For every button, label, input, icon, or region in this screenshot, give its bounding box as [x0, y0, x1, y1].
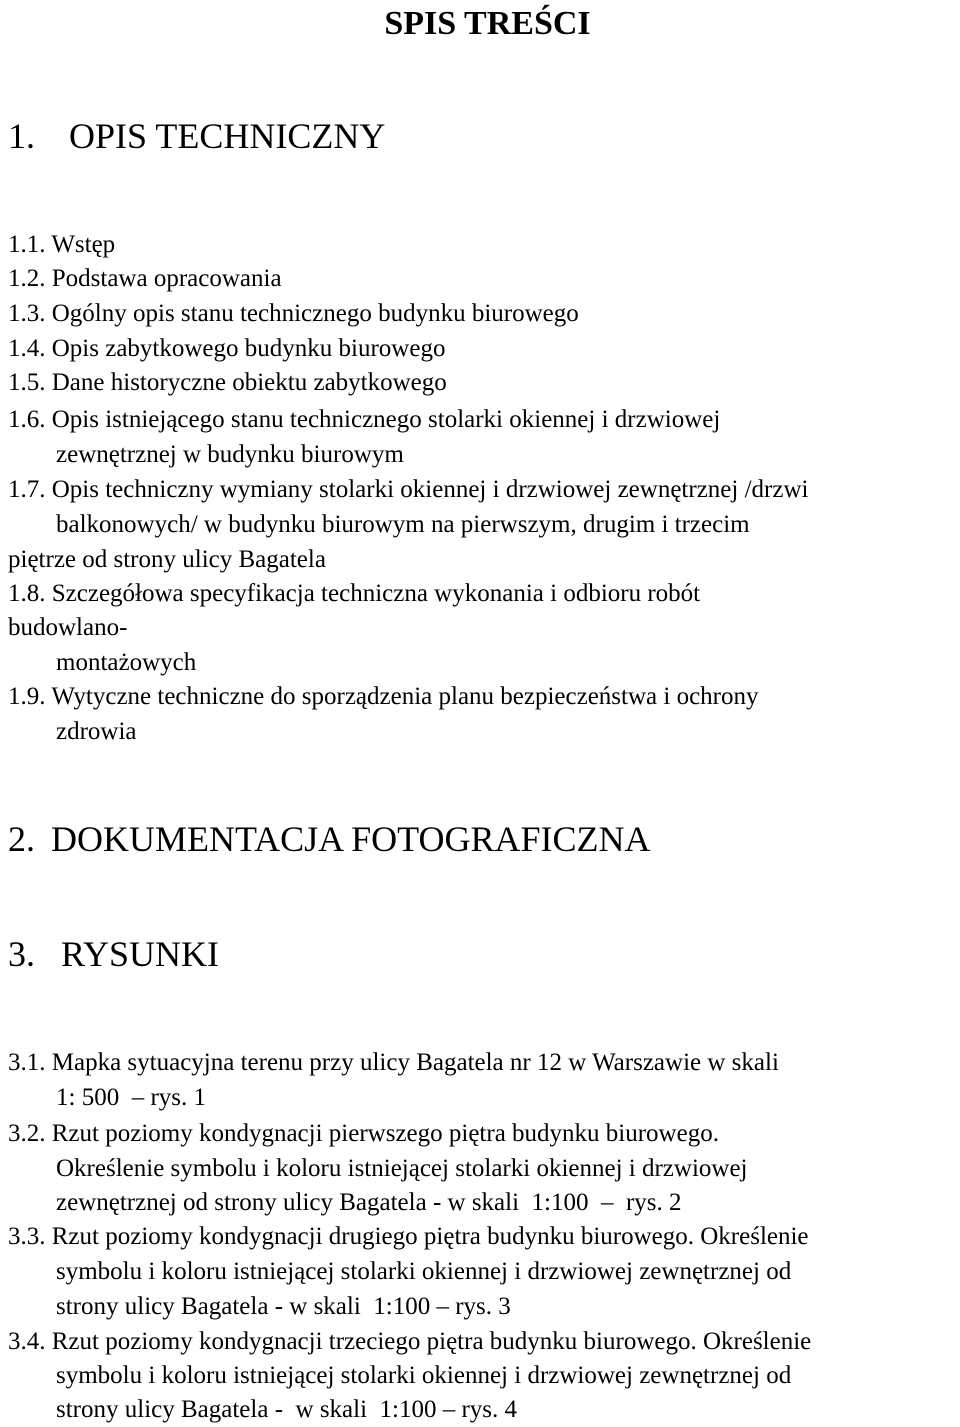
section-number: 2.: [8, 819, 35, 859]
section-title: RYSUNKI: [61, 934, 220, 974]
item-text-continuation: zewnętrznej od strony ulicy Bagatela - w skali 1:100 – rys. 2: [56, 1189, 682, 1216]
item-number: 1.1.: [8, 231, 46, 258]
toc-item: [8, 1325, 811, 1359]
item-number: 3.2.: [8, 1120, 46, 1147]
item-number: 1.3.: [8, 300, 46, 327]
toc-item: [8, 403, 720, 437]
section-title: OPIS TECHNICZNY: [69, 116, 386, 156]
item-text-continuation: montażowych: [56, 649, 197, 676]
section-title: DOKUMENTACJA FOTOGRAFICZNA: [51, 819, 651, 859]
item-text: Wstęp: [51, 231, 116, 258]
item-text: Mapka sytuacyjna terenu przy ulicy Bagatela nr 12 w Warszawie w skali: [51, 1049, 779, 1076]
item-text: Szczegółowa specyfikacja techniczna wykonania i odbioru robót: [51, 580, 701, 607]
item-text: Wytyczne techniczne do sporządzenia planu bezpieczeństwa i ochrony: [51, 683, 759, 710]
item-text-continuation: Określenie symbolu i koloru istniejącej stolarki okiennej i drzwiowej: [56, 1155, 748, 1182]
item-number: 1.7.: [8, 476, 46, 503]
section-heading: [8, 932, 219, 976]
item-number: 1.6.: [8, 406, 46, 433]
toc-item: [8, 332, 445, 366]
item-text: Opis techniczny wymiany stolarki okiennej i drzwiowej zewnętrznej /drzwi: [51, 476, 809, 503]
toc-item: [8, 680, 759, 714]
section-heading: [8, 817, 651, 861]
section-number: 3.: [8, 934, 35, 974]
item-text-continuation: zdrowia: [56, 718, 137, 745]
item-text: Rzut poziomy kondygnacji drugiego piętra budynku biurowego. Określenie: [51, 1223, 809, 1250]
item-number: 1.4.: [8, 335, 46, 362]
item-text-continuation: strony ulicy Bagatela - w skali 1:100 – rys. 3: [56, 1293, 511, 1320]
item-text-continuation: symbolu i koloru istniejącej stolarki okiennej i drzwiowej zewnętrznej od: [56, 1258, 792, 1285]
toc-item: [8, 228, 115, 262]
toc-item: [8, 1046, 779, 1080]
item-text: Rzut poziomy kondygnacji pierwszego piętra budynku biurowego.: [51, 1120, 719, 1147]
item-text: Ogólny opis stanu technicznego budynku biurowego: [51, 300, 579, 327]
toc-item: [8, 297, 579, 331]
section-number: 1.: [8, 116, 35, 156]
item-number: 1.8.: [8, 580, 46, 607]
toc-item: [8, 366, 447, 400]
item-text-continuation: piętrze od strony ulicy Bagatela: [8, 546, 326, 573]
item-text: Dane historyczne obiektu zabytkowego: [51, 369, 447, 396]
item-text-continuation: balkonowych/ w budynku biurowym na pierwszym, drugim i trzecim: [56, 511, 750, 538]
item-number: 1.5.: [8, 369, 46, 396]
item-text: Rzut poziomy kondygnacji trzeciego piętra budynku biurowego. Określenie: [51, 1328, 812, 1355]
item-number: 1.9.: [8, 683, 46, 710]
item-text: Podstawa opracowania: [51, 265, 282, 292]
toc-item: [8, 1220, 809, 1254]
section-heading: [8, 114, 385, 158]
item-text-continuation: zewnętrznej w budynku biurowym: [56, 441, 404, 468]
item-text-continuation: budowlano-: [8, 614, 128, 641]
item-text-continuation: symbolu i koloru istniejącej stolarki okiennej i drzwiowej zewnętrznej od: [56, 1362, 792, 1389]
toc-item: [8, 262, 282, 296]
toc-item: [8, 577, 700, 611]
item-text-continuation: strony ulicy Bagatela - w skali 1:100 – rys. 4: [56, 1396, 518, 1423]
item-number: 3.1.: [8, 1049, 46, 1076]
item-text: Opis istniejącego stanu technicznego stolarki okiennej i drzwiowej: [51, 406, 721, 433]
toc-item: [8, 1117, 719, 1151]
item-text: Opis zabytkowego budynku biurowego: [51, 335, 446, 362]
item-number: 1.2.: [8, 265, 46, 292]
item-number: 3.4.: [8, 1328, 46, 1355]
page-title: SPIS TREŚCI: [384, 5, 591, 42]
toc-item: [8, 473, 808, 507]
item-text-continuation: 1: 500 – rys. 1: [56, 1084, 206, 1111]
item-number: 3.3.: [8, 1223, 46, 1250]
